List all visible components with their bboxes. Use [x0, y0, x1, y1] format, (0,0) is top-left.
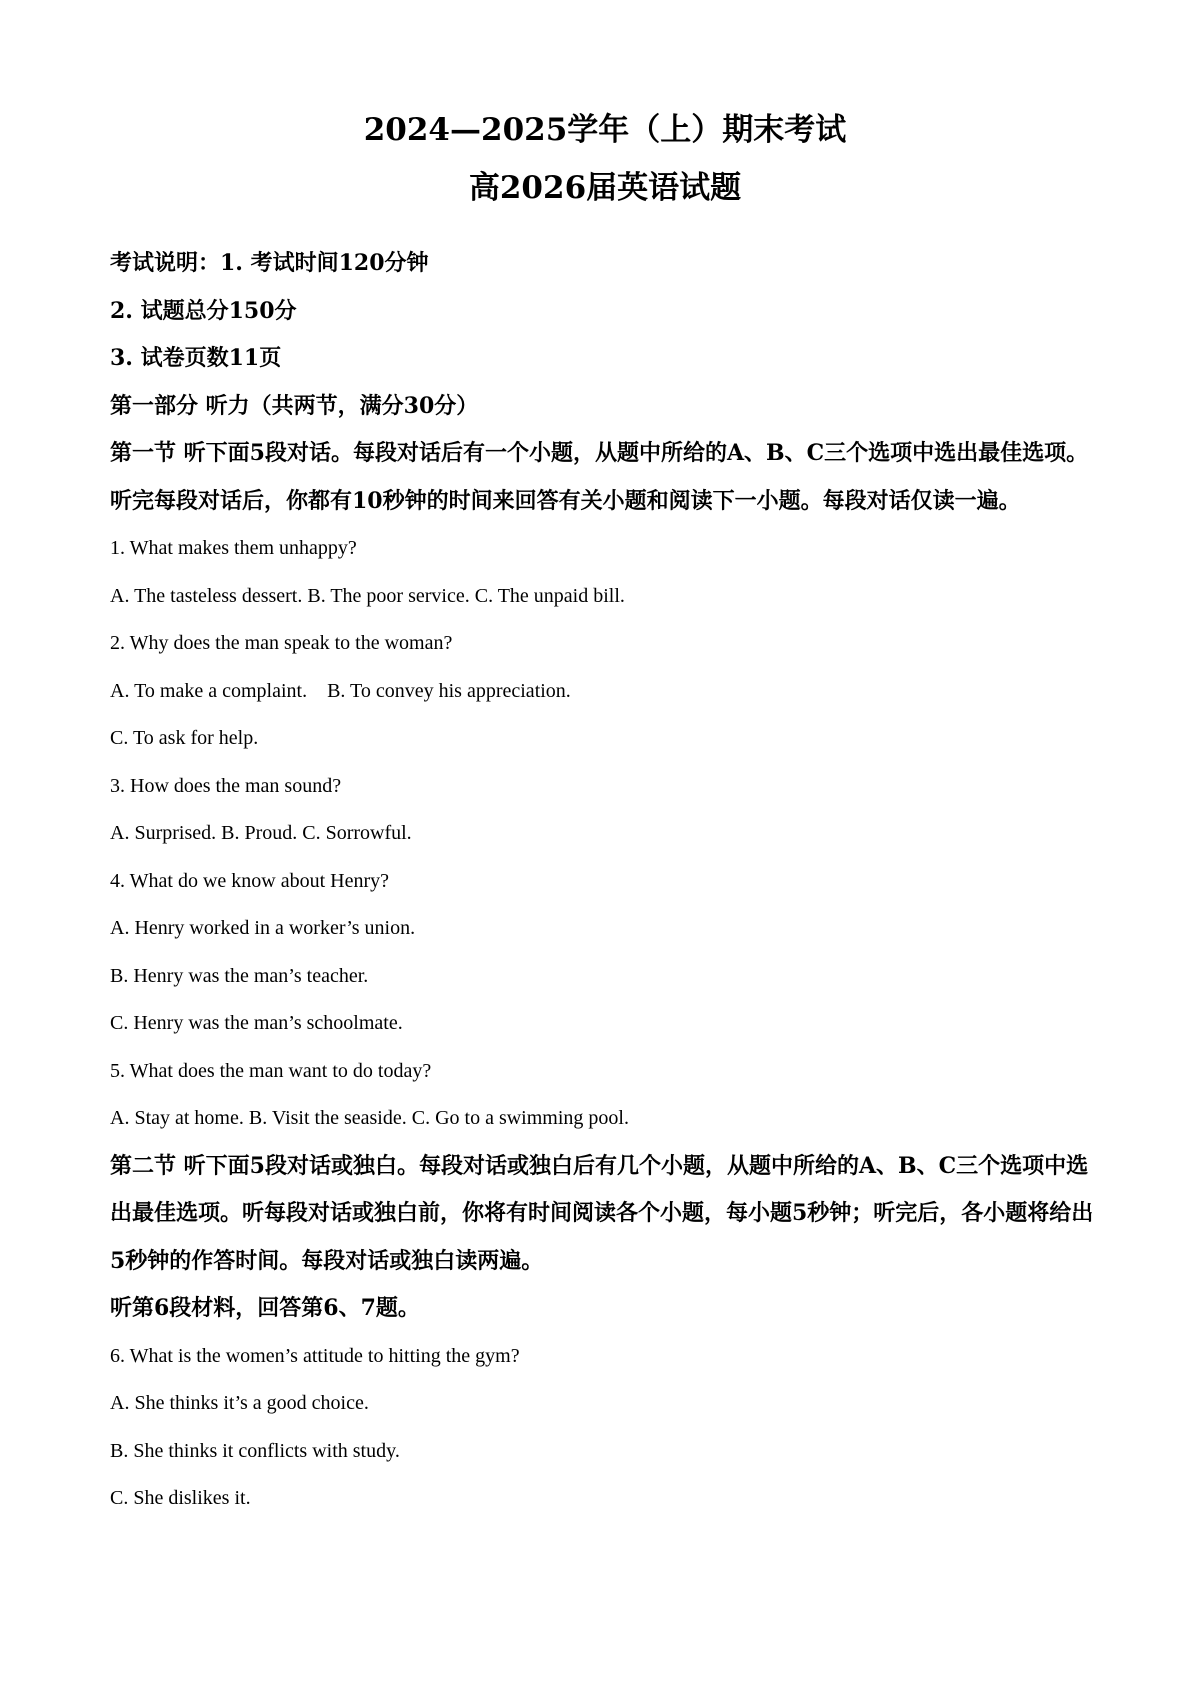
option-line: A. Surprised. B. Proud. C. Sorrowful. [110, 822, 412, 844]
question-line: 2. Why does the man speak to the woman? [110, 632, 453, 654]
exam-page [110, 112, 1100, 1523]
exam-instructions-line: 3. 试卷页数11页 [110, 345, 282, 371]
section-intro: 第二节 听下面5段对话或独白。每段对话或独白后有几个小题，从题中所给的A、B、C三个选项中选出最佳选项。听每段对话或独白前，你将有时间阅读各个小题，每小题5秒钟；听完后，各小题将给出5秒钟的作答时间。每段对话或独白读两遍。 [110, 1152, 1094, 1274]
option-line: A. The tasteless dessert. B. The poor service. C. The unpaid bill. [110, 584, 625, 607]
option-line: C. Henry was the man’s schoolmate. [110, 1012, 403, 1034]
option-line: C. To ask for help. [110, 727, 259, 749]
option-line: A. She thinks it’s a good choice. [110, 1392, 369, 1414]
part-heading: 第一部分 听力（共两节，满分30分） [110, 392, 479, 419]
option-line: A. Henry worked in a worker’s union. [110, 917, 416, 939]
option-line: B. Henry was the man’s teacher. [110, 964, 369, 987]
question-line: 6. What is the women’s attitude to hitting the gym? [110, 1344, 520, 1367]
option-line: B. She thinks it conflicts with study. [110, 1439, 400, 1462]
exam-instructions-line: 考试说明：1. 考试时间120分钟 [110, 250, 429, 276]
question-list [110, 525, 1100, 1143]
question-list [110, 1333, 1100, 1523]
material-heading: 听第6段材料，回答第6、7题。 [110, 1295, 420, 1321]
title-spacer [110, 206, 1100, 240]
page-title: 2024—2025学年（上）期末考试 [363, 112, 847, 148]
section-intro: 第一节 听下面5段对话。每段对话后有一个小题，从题中所给的A、B、C三个选项中选出最佳选项。听完每段对话后，你都有10秒钟的时间来回答有关小题和阅读下一小题。每段对话仅读一遍。 [110, 440, 1089, 514]
option-line: C. She dislikes it. [110, 1487, 251, 1509]
question-line: 4. What do we know about Henry? [110, 869, 390, 892]
question-line: 1. What makes them unhappy? [110, 537, 357, 559]
option-line: A. To make a complaint. B. To convey his appreciation. [110, 679, 571, 702]
page-subtitle: 高2026届英语试题 [468, 170, 742, 206]
option-line: A. Stay at home. B. Visit the seaside. C. Go to a swimming pool. [110, 1107, 629, 1129]
exam-instructions-line: 2. 试题总分150分 [110, 297, 297, 324]
question-line: 3. How does the man sound? [110, 774, 342, 797]
question-line: 5. What does the man want to do today? [110, 1059, 432, 1082]
